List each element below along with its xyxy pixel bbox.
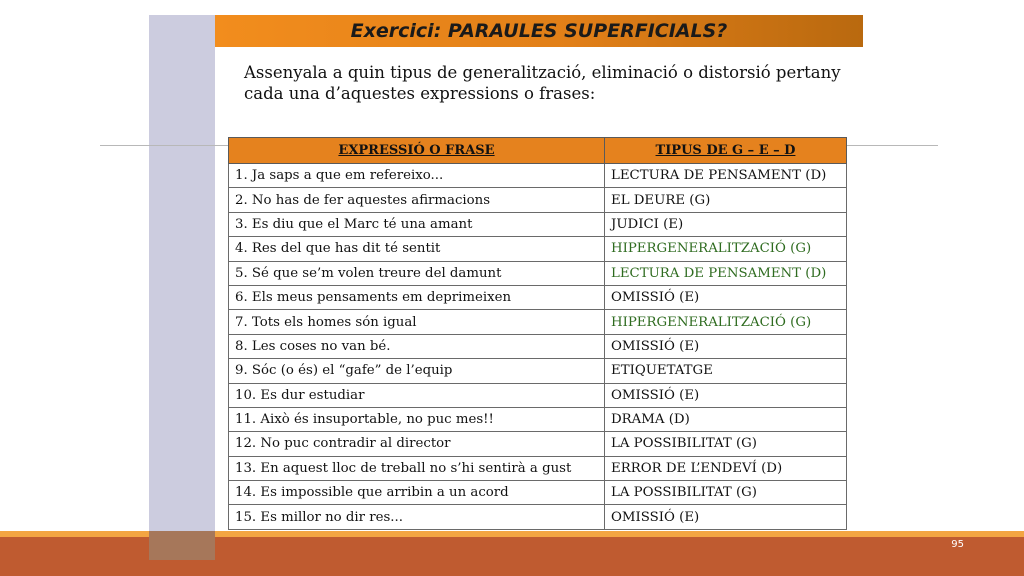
table-row (229, 334, 847, 358)
expression-cell: 6. Els meus pensaments em deprimeixen (229, 285, 605, 309)
type-cell: LECTURA DE PENSAMENT (D) (605, 261, 847, 285)
table-row (229, 285, 847, 309)
expression-cell: 4. Res del que has dit té sentit (229, 237, 605, 261)
type-cell: LA POSSIBILITAT (G) (605, 481, 847, 505)
table-row (229, 164, 847, 188)
table-row (229, 456, 847, 480)
table-row (229, 310, 847, 334)
type-cell: HIPERGENERALITZACIÓ (G) (605, 310, 847, 334)
footer-band-overlay (149, 531, 215, 560)
expression-cell: 12. No puc contradir al director (229, 432, 605, 456)
exercise-table (228, 137, 847, 530)
table-row (229, 505, 847, 529)
header-type: TIPUS DE G – E – D (605, 138, 847, 164)
instruction-text: Assenyala a quin tipus de generalització, eliminació o distorsió pertany cada una d’aquestes expressions o frases: (244, 63, 841, 103)
table-row (229, 188, 847, 212)
divider-right (846, 145, 938, 146)
table-row (229, 407, 847, 431)
type-cell: HIPERGENERALITZACIÓ (G) (605, 237, 847, 261)
expression-cell: 3. Es diu que el Marc té una amant (229, 212, 605, 236)
divider-left (100, 145, 228, 146)
expression-cell: 8. Les coses no van bé. (229, 334, 605, 358)
expression-cell: 13. En aquest lloc de treball no s’hi sentirà a gust (229, 456, 605, 480)
expression-cell: 7. Tots els homes són igual (229, 310, 605, 334)
type-cell: ERROR DE L’ENDEVÍ (D) (605, 456, 847, 480)
type-cell: OMISSIÓ (E) (605, 285, 847, 309)
side-band (149, 15, 215, 560)
type-cell: OMISSIÓ (E) (605, 505, 847, 529)
table-row (229, 359, 847, 383)
type-cell: ETIQUETATGE (605, 359, 847, 383)
table-body (229, 164, 847, 530)
type-cell: OMISSIÓ (E) (605, 334, 847, 358)
header-expression: EXPRESSIÓ O FRASE (229, 138, 605, 164)
title-bar (215, 15, 863, 47)
table-row (229, 481, 847, 505)
table-row (229, 237, 847, 261)
expression-cell: 1. Ja saps a que em refereixo... (229, 164, 605, 188)
table-header-row (229, 138, 847, 164)
expression-cell: 15. Es millor no dir res... (229, 505, 605, 529)
expression-cell: 9. Sóc (o és) el “gafe” de l’equip (229, 359, 605, 383)
type-cell: LA POSSIBILITAT (G) (605, 432, 847, 456)
slide-title: Exercici: PARAULES SUPERFICIALS? (350, 20, 728, 42)
expression-cell: 5. Sé que se’m volen treure del damunt (229, 261, 605, 285)
type-cell: EL DEURE (G) (605, 188, 847, 212)
expression-cell: 10. Es dur estudiar (229, 383, 605, 407)
expression-cell: 11. Això és insuportable, no puc mes!! (229, 407, 605, 431)
page-number: 95 (951, 539, 964, 550)
table-row (229, 432, 847, 456)
table-row (229, 212, 847, 236)
table-row (229, 383, 847, 407)
table-row (229, 261, 847, 285)
expression-cell: 2. No has de fer aquestes afirmacions (229, 188, 605, 212)
type-cell: DRAMA (D) (605, 407, 847, 431)
type-cell: JUDICI (E) (605, 212, 847, 236)
expression-cell: 14. Es impossible que arribin a un acord (229, 481, 605, 505)
type-cell: OMISSIÓ (E) (605, 383, 847, 407)
type-cell: LECTURA DE PENSAMENT (D) (605, 164, 847, 188)
